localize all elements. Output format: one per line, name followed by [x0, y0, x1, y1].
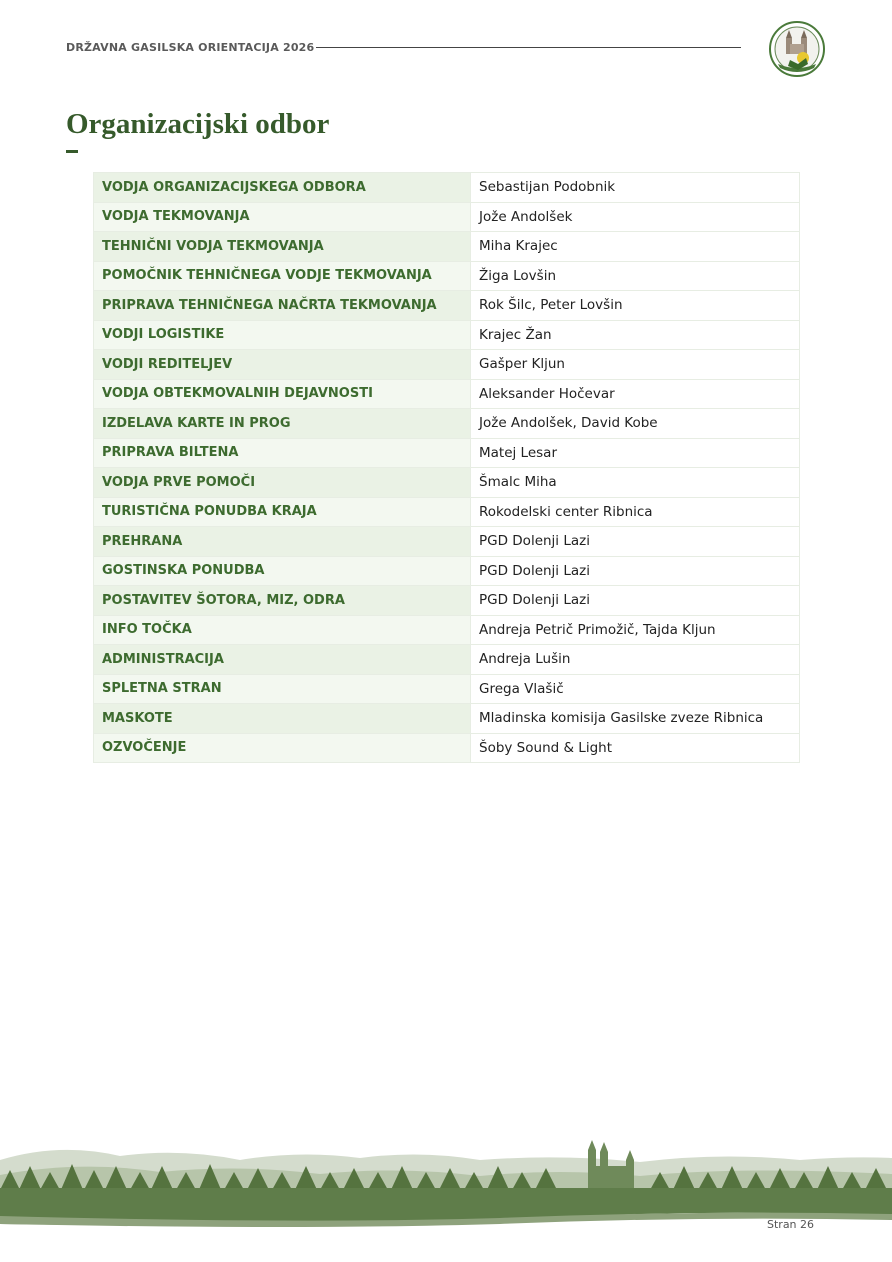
committee-row — [94, 379, 800, 409]
committee-role: ADMINISTRACIJA — [94, 645, 471, 675]
committee-row — [94, 202, 800, 232]
committee-row — [94, 733, 800, 763]
committee-person: PGD Dolenji Lazi — [471, 586, 800, 616]
committee-row — [94, 409, 800, 439]
committee-row — [94, 438, 800, 468]
committee-person: Matej Lesar — [471, 438, 800, 468]
committee-person: PGD Dolenji Lazi — [471, 556, 800, 586]
committee-person: Jože Andolšek — [471, 202, 800, 232]
committee-row — [94, 704, 800, 734]
committee-role: TEHNIČNI VODJA TEKMOVANJA — [94, 232, 471, 262]
committee-role: IZDELAVA KARTE IN PROG — [94, 409, 471, 439]
committee-role: PRIPRAVA TEHNIČNEGA NAČRTA TEKMOVANJA — [94, 291, 471, 321]
committee-row — [94, 468, 800, 498]
committee-person: Andreja Lušin — [471, 645, 800, 675]
committee-role: TURISTIČNA PONUDBA KRAJA — [94, 497, 471, 527]
committee-person: Šmalc Miha — [471, 468, 800, 498]
committee-person: Žiga Lovšin — [471, 261, 800, 291]
committee-person: Aleksander Hočevar — [471, 379, 800, 409]
committee-person: Rokodelski center Ribnica — [471, 497, 800, 527]
committee-row — [94, 320, 800, 350]
committee-person: Miha Krajec — [471, 232, 800, 262]
committee-person: Andreja Petrič Primožič, Tajda Kljun — [471, 615, 800, 645]
committee-person: Rok Šilc, Peter Lovšin — [471, 291, 800, 321]
committee-role: VODJA TEKMOVANJA — [94, 202, 471, 232]
committee-role: VODJA ORGANIZACIJSKEGA ODBORA — [94, 173, 471, 203]
committee-person: Sebastijan Podobnik — [471, 173, 800, 203]
committee-role: VODJI REDITELJEV — [94, 350, 471, 380]
committee-role: OZVOČENJE — [94, 733, 471, 763]
committee-role: POMOČNIK TEHNIČNEGA VODJE TEKMOVANJA — [94, 261, 471, 291]
committee-person: Šoby Sound & Light — [471, 733, 800, 763]
committee-row — [94, 350, 800, 380]
committee-row — [94, 232, 800, 262]
event-emblem-icon — [768, 20, 826, 78]
committee-role: VODJI LOGISTIKE — [94, 320, 471, 350]
committee-row — [94, 291, 800, 321]
committee-row — [94, 261, 800, 291]
committee-role: PRIPRAVA BILTENA — [94, 438, 471, 468]
landscape-forest-illustration — [0, 1120, 892, 1230]
title-underline-accent — [66, 150, 78, 153]
committee-person: PGD Dolenji Lazi — [471, 527, 800, 557]
committee-table — [93, 172, 800, 763]
header-title: DRŽAVNA GASILSKA ORIENTACIJA 2026 — [66, 41, 315, 54]
committee-row — [94, 615, 800, 645]
page-title: Organizacijski odbor — [66, 108, 330, 140]
committee-row — [94, 497, 800, 527]
committee-person: Mladinska komisija Gasilske zveze Ribnica — [471, 704, 800, 734]
committee-row — [94, 645, 800, 675]
committee-role: VODJA OBTEKMOVALNIH DEJAVNOSTI — [94, 379, 471, 409]
committee-role: GOSTINSKA PONUDBA — [94, 556, 471, 586]
committee-row — [94, 586, 800, 616]
page-header — [66, 36, 746, 60]
committee-role: INFO TOČKA — [94, 615, 471, 645]
committee-row — [94, 173, 800, 203]
committee-person: Grega Vlašič — [471, 674, 800, 704]
committee-row — [94, 556, 800, 586]
committee-role: MASKOTE — [94, 704, 471, 734]
committee-role: POSTAVITEV ŠOTORA, MIZ, ODRA — [94, 586, 471, 616]
committee-person: Krajec Žan — [471, 320, 800, 350]
committee-role: SPLETNA STRAN — [94, 674, 471, 704]
committee-person: Jože Andolšek, David Kobe — [471, 409, 800, 439]
page-number: Stran 26 — [767, 1218, 815, 1231]
committee-row — [94, 527, 800, 557]
header-divider — [316, 47, 741, 48]
committee-row — [94, 674, 800, 704]
committee-person: Gašper Kljun — [471, 350, 800, 380]
committee-role: PREHRANA — [94, 527, 471, 557]
committee-role: VODJA PRVE POMOČI — [94, 468, 471, 498]
